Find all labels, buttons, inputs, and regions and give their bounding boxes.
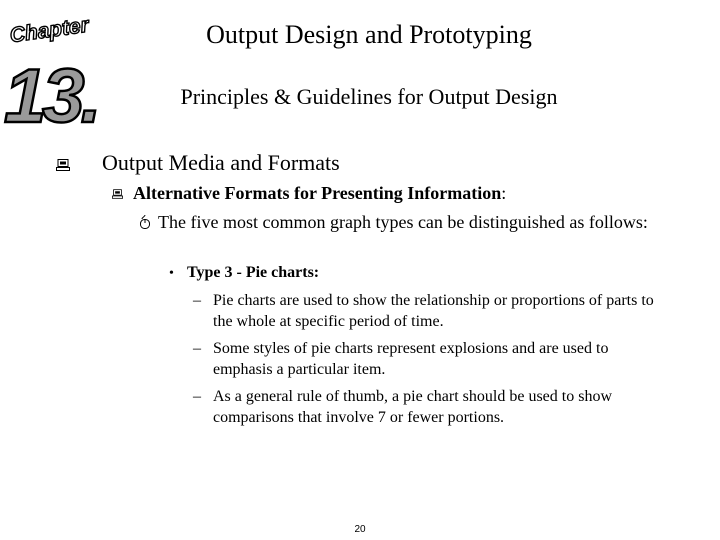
bullet-level3: The five most common graph types can be distinguished as follows: [158,212,648,232]
dash-point [193,386,663,428]
chapter-13-logo [2,4,106,132]
dash-point-text: Pie charts are used to show the relationship or proportions of parts to the whole at specific period of time. [213,292,654,330]
logo-word: Chapter [8,13,91,48]
dash-point-text: As a general rule of thumb, a pie chart should be used to show comparisons that involve 7 or fewer portions. [213,388,613,426]
computer-icon [112,189,123,199]
page-number: 20 [354,524,366,535]
mouse-icon [139,215,151,229]
dash-point-text: Some styles of pie charts represent explosions and are used to emphasis a particular item. [213,340,609,378]
level2-colon: : [501,183,507,203]
dash-point [193,290,663,332]
dash-bullet: – [193,388,201,405]
level2-text: Alternative Formats for Presenting Information [133,183,502,203]
dash-bullet: – [193,292,201,309]
bullet-level2 [133,183,506,204]
dash-point [193,338,663,380]
logo-number: 13. [4,54,98,132]
bullet-level1: Output Media and Formats [102,150,340,175]
bullet-level4: Type 3 - Pie charts: [187,264,320,281]
page-subtitle: Principles & Guidelines for Output Design [180,84,558,109]
dash-bullet: – [193,340,201,357]
page-title: Output Design and Prototyping [206,20,532,49]
small-dot-icon: • [169,266,174,281]
computer-icon [56,159,70,171]
